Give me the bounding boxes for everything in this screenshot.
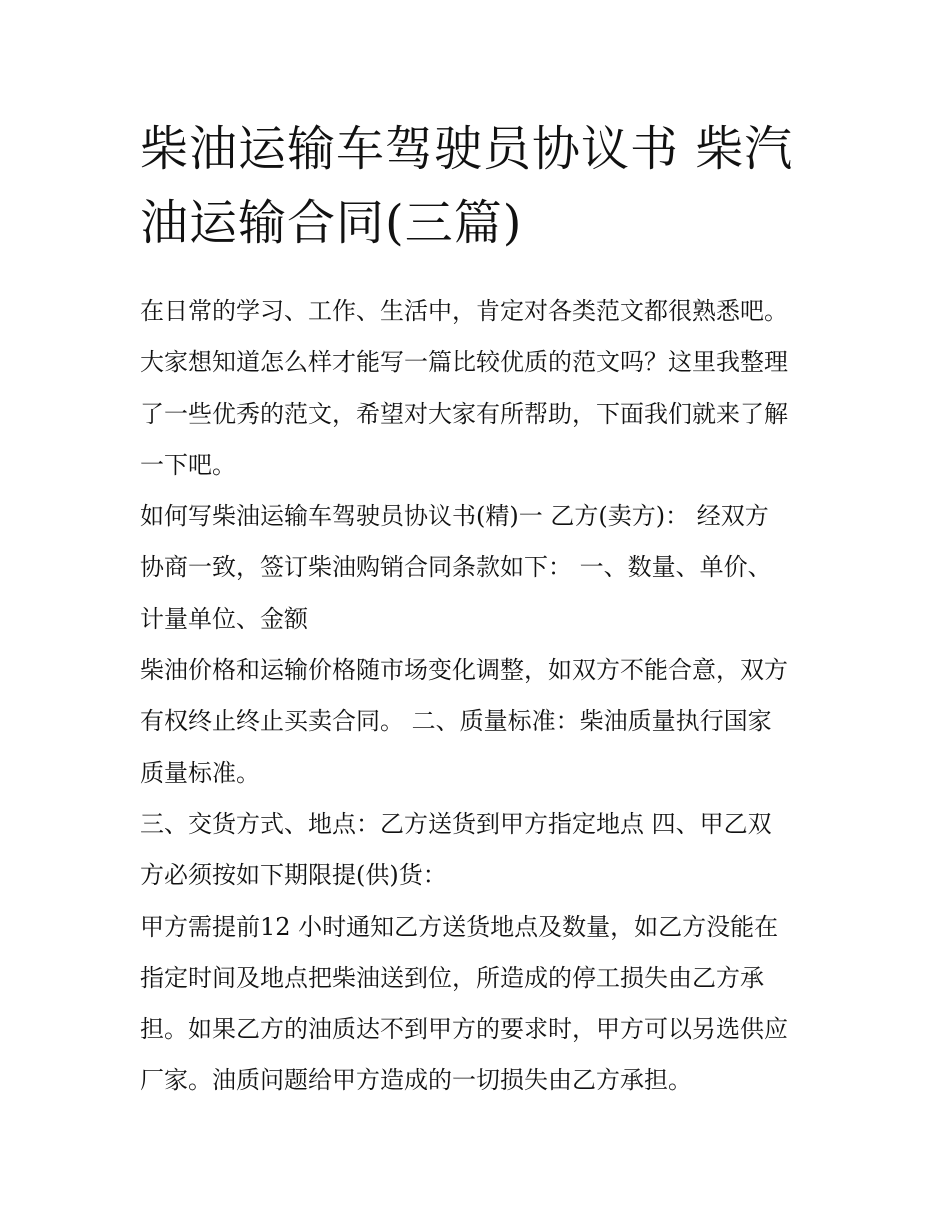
text-line: 指定时间及地点把柴油送到位，所造成的停工损失由乙方承 — [140, 963, 764, 992]
text-line: 大家想知道怎么样才能写一篇比较优质的范文吗？这里我整理 — [140, 348, 788, 377]
text-line: 一下吧。 — [140, 450, 236, 479]
paragraph-delivery — [140, 799, 820, 902]
paragraph-notice-liability — [140, 902, 820, 1107]
text-line: 了一些优秀的范文，希望对大家有所帮助，下面我们就来了解 — [140, 399, 788, 428]
document-title — [140, 112, 820, 260]
text-line: 如何写柴油运输车驾驶员协议书(精)一 乙方(卖方)： 经双方 — [140, 502, 769, 531]
text-line: 方必须按如下期限提(供)货： — [140, 861, 447, 890]
text-line: 计量单位、金额 — [140, 604, 308, 633]
title-line: 油运输合同(三篇) — [140, 195, 523, 251]
text-line: 在日常的学习、工作、生活中，肯定对各类范文都很熟悉吧。 — [140, 297, 788, 325]
paragraph-agreement-intro — [140, 491, 820, 645]
text-line: 协商一致，签订柴油购销合同条款如下： 一、数量、单价、 — [140, 553, 772, 582]
paragraph-intro — [140, 286, 820, 491]
text-line: 担。如果乙方的油质达不到甲方的要求时，甲方可以另选供应 — [140, 1015, 788, 1044]
text-line: 甲方需提前12 小时通知乙方送货地点及数量，如乙方没能在 — [140, 912, 779, 941]
text-line: 三、交货方式、地点：乙方送货到甲方指定地点 四、甲乙双 — [140, 809, 772, 838]
text-line: 质量标准。 — [140, 758, 260, 787]
document-body — [140, 286, 820, 1107]
text-line: 厂家。油质问题给甲方造成的一切损失由乙方承担。 — [140, 1066, 692, 1095]
document-page — [140, 112, 820, 1107]
title-line: 柴油运输车驾驶员协议书 柴汽 — [140, 121, 794, 177]
text-line: 有权终止终止买卖合同。 二、质量标准：柴油质量执行国家 — [140, 707, 772, 736]
text-line: 柴油价格和运输价格随市场变化调整，如双方不能合意，双方 — [140, 656, 788, 685]
paragraph-price-quality — [140, 645, 820, 799]
